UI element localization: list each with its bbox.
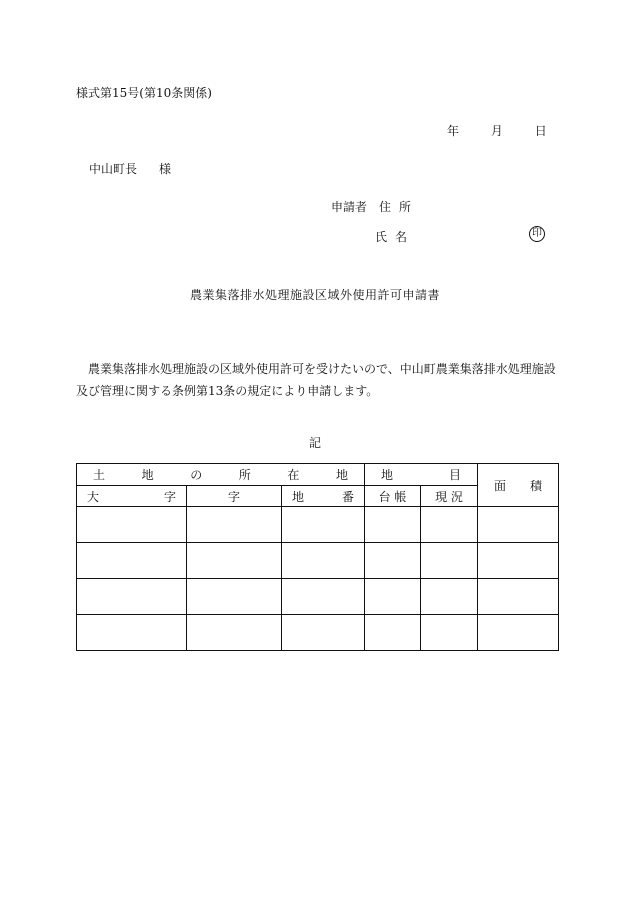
table-cell[interactable] [282, 543, 365, 579]
date-line [447, 122, 547, 139]
location-header-char: の [190, 468, 203, 482]
body-text: 農業集落排水処理施設の区域外使用許可を受けたいので、中山町農業集落排水処理施設及び管理に関する条例第13条の規定により申請します。 [76, 362, 556, 398]
location-header-char: 地 [335, 468, 348, 482]
table-cell[interactable] [187, 615, 282, 651]
land-table [76, 463, 559, 651]
name-label: 氏名 [375, 230, 416, 244]
oaza-header [77, 486, 187, 507]
oaza-header-char: 大 [87, 489, 100, 504]
location-header-char: 在 [287, 468, 300, 482]
table-row [77, 543, 559, 579]
area-header-char: 面 [494, 478, 507, 493]
table-cell[interactable] [187, 507, 282, 543]
table-cell[interactable] [478, 615, 559, 651]
table-cell[interactable] [187, 543, 282, 579]
area-header-char: 積 [529, 478, 542, 493]
table-cell[interactable] [77, 615, 187, 651]
chimoku-header-char: 目 [448, 468, 461, 482]
table-cell[interactable] [478, 507, 559, 543]
table-cell[interactable] [365, 579, 421, 615]
location-header-char: 地 [141, 468, 154, 482]
location-header [77, 464, 365, 486]
table-cell[interactable] [282, 579, 365, 615]
table-cell[interactable] [421, 507, 478, 543]
table-cell[interactable] [478, 579, 559, 615]
form-number: 様式第15号(第10条関係) [76, 86, 212, 100]
table-cell[interactable] [77, 579, 187, 615]
chiban-header-char: 番 [341, 489, 354, 504]
table-cell[interactable] [421, 579, 478, 615]
table-cell[interactable] [282, 507, 365, 543]
table-cell[interactable] [365, 507, 421, 543]
table-cell[interactable] [282, 615, 365, 651]
table-cell[interactable] [421, 615, 478, 651]
table-cell[interactable] [478, 543, 559, 579]
chiban-header [282, 486, 365, 507]
table-row [77, 615, 559, 651]
table-row [77, 579, 559, 615]
oaza-header-char: 字 [163, 489, 176, 504]
table-cell[interactable] [187, 579, 282, 615]
table-row [77, 507, 559, 543]
chimoku-header [365, 464, 478, 486]
date-day-label: 日 [534, 124, 547, 138]
area-header [478, 464, 559, 507]
table-cell[interactable] [365, 615, 421, 651]
location-header-char: 土 [93, 468, 106, 482]
table-cell[interactable] [77, 507, 187, 543]
location-header-char: 所 [238, 468, 251, 482]
date-year-label: 年 [447, 124, 460, 138]
document-title: 農業集落排水処理施設区域外使用許可申請書 [189, 288, 440, 302]
chiban-header-char: 地 [292, 489, 305, 504]
address-label: 住所 [379, 200, 420, 214]
table-cell[interactable] [365, 543, 421, 579]
applicant-label: 申請者 [331, 200, 368, 214]
table-cell[interactable] [421, 543, 478, 579]
chimoku-header-char: 地 [381, 468, 394, 482]
applicant-row [331, 198, 419, 215]
table-cell[interactable] [77, 543, 187, 579]
ki-heading: 記 [308, 436, 321, 450]
daicho-header: 台 帳 [365, 486, 421, 507]
addressee-honorific: 様 [159, 162, 172, 176]
addressee-name: 中山町長 [89, 162, 138, 176]
addressee [89, 160, 171, 177]
genkyo-header: 現 況 [421, 486, 478, 507]
aza-header: 字 [187, 486, 282, 507]
seal-mark: 印 [529, 226, 545, 242]
date-month-label: 月 [490, 124, 503, 138]
